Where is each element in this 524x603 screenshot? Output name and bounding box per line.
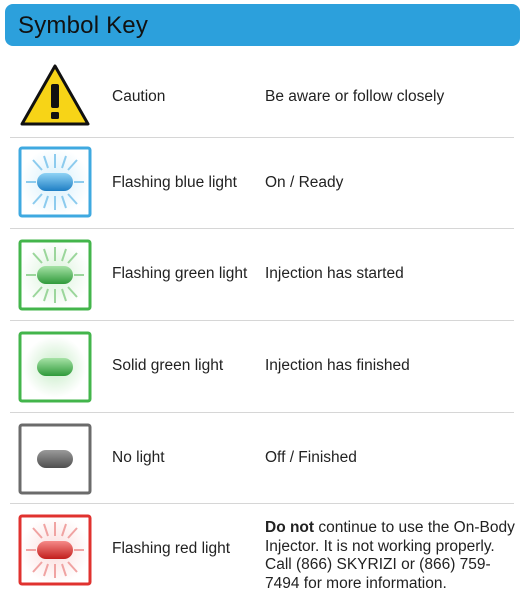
symbol-meaning: On / Ready [265, 174, 344, 191]
symbol-label: Flashing red light [112, 540, 231, 557]
symbol-label: No light [112, 449, 165, 466]
symbol-label: Solid green light [112, 357, 224, 374]
symbol-label: Flashing green light [112, 265, 248, 282]
symbol-key-header [5, 4, 520, 46]
symbol-meaning [265, 519, 515, 593]
flashing-red-light-icon [18, 514, 92, 586]
symbol-row-caution [10, 55, 514, 138]
symbol-label: Caution [112, 88, 166, 105]
symbol-row-flashing-green [10, 229, 514, 321]
symbol-row-no-light [10, 413, 514, 504]
page-title: Symbol Key [18, 12, 149, 39]
symbol-row-flashing-red [10, 504, 514, 602]
symbol-row-solid-green [10, 321, 514, 413]
symbol-meaning: Off / Finished [265, 449, 357, 466]
flashing-green-light-icon [18, 239, 92, 311]
warning-emphasis: Do not [265, 519, 315, 536]
no-light-icon [18, 423, 92, 495]
symbol-meaning: Injection has started [265, 265, 404, 282]
symbol-meaning: Be aware or follow closely [265, 88, 445, 105]
flashing-blue-light-icon [18, 146, 92, 218]
caution-triangle-icon [18, 60, 92, 132]
symbol-meaning: Injection has finished [265, 357, 410, 374]
warning-text: continue to use the On-Body Injector. It is not working properly. Call (866) SKYRIZI or (866) 759-7494 for more information. [265, 519, 515, 592]
symbol-row-flashing-blue [10, 138, 514, 229]
symbol-label: Flashing blue light [112, 174, 237, 191]
solid-green-light-icon [18, 331, 92, 403]
